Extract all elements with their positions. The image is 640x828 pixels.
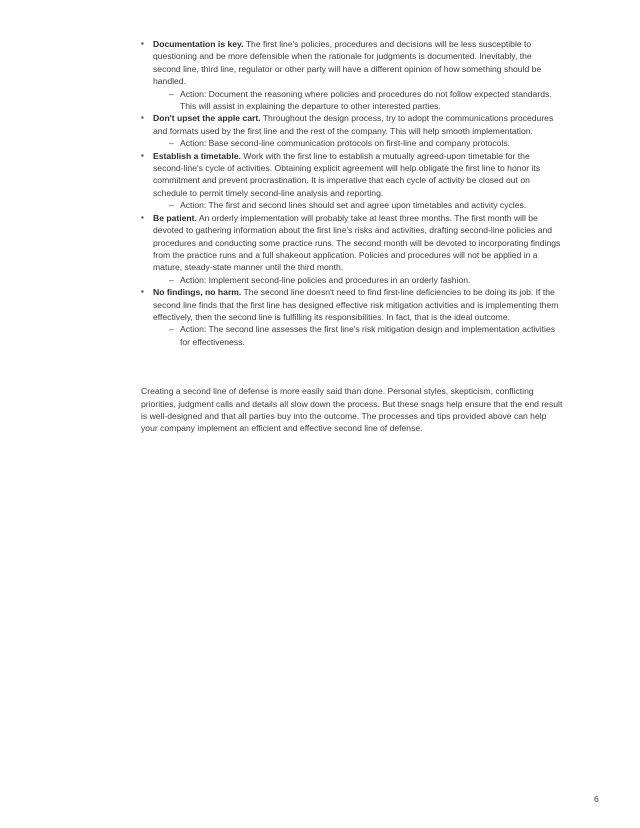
action-text: Action: The first and second lines should set and agree upon timetables and activity cycles. xyxy=(180,200,527,211)
list-item xyxy=(141,150,561,212)
bullet-text: The second line doesn't need to find first-line deficiencies to be doing its job. If the second line finds that the first line has designed effective risk mitigation activities and is implementing them effectively, then the second line is fulfilling its responsibilities. In fact, that is the ideal outcome. xyxy=(153,287,559,322)
list-item xyxy=(141,38,561,112)
bullet-list xyxy=(141,38,561,348)
action-text: Action: Document the reasoning where policies and procedures do not follow expected standards. This will assist in explaining the departure to other interested parties. xyxy=(180,88,552,112)
action-item: – Action: Base second-line communication protocols on first-line and company protocols. xyxy=(169,138,511,149)
action-text: Action: Base second-line communication protocols on first-line and company protocols. xyxy=(180,138,511,149)
bullet-title: Documentation is key. xyxy=(153,39,244,49)
bullet-title: Be patient. xyxy=(153,212,197,223)
bullet-title: No findings, no harm. xyxy=(153,287,242,298)
document-body xyxy=(141,38,561,443)
closing-paragraph: Creating a second line of defense is more easily said than done. Personal styles, skepticism, conflicting priorities, judgment calls and details all slow down the process. But these snags help ensure that the end result is well-designed and that all parties buy into the outcome. The processes and tips provided above can help your company implement an efficient and effective second line of defense. xyxy=(141,386,563,434)
list-item xyxy=(141,112,561,149)
bullet-text: An orderly implementation will probably take at least three months. The first month will be devoted to gathering information about the first line's risks and activities, drafting second-line policies and procedures and conducting some practice runs. The second month will be devoted to incorporating findings from the practice runs and a full shakeout application. Policies and procedures will not be applied in a mature, steady-state manner until the third month. xyxy=(153,212,561,273)
action-item: – Action: Document the reasoning where policies and procedures do not follow expected standards. This will assist in explaining the departure to other interested parties. xyxy=(169,88,552,112)
bullet-text: Throughout the design process, try to adopt the communications procedures and formats used by the first line and the rest of the company. This will help smooth implementation. xyxy=(153,113,554,136)
bullet-title: Establish a timetable. xyxy=(153,150,241,161)
list-item xyxy=(141,286,561,348)
bullet-text: The first line's policies, procedures and decisions will be less susceptible to questioning and be more defensible when the rationale for judgments is documented. Inevitably, the second line, third line, regulator or other party will have a different opinion of how something should be handled. xyxy=(153,39,542,87)
bullet-text: Work with the first line to establish a mutually agreed-upon timetable for the second-line's cycle of activities. Obtaining explicit agreement will help obligate the first line to honor its commitment and prevent procrastination. It is imperative that each cycle of activity be closed out on schedule to permit timely second-line analysis and reporting. xyxy=(153,150,541,198)
bullet-title: Don't upset the apple cart. xyxy=(153,113,261,124)
action-item: – Action: Implement second-line policies and procedures in an orderly fashion. xyxy=(169,274,471,285)
action-item: – Action: The second line assesses the first line's risk mitigation design and implementation activities for effectiveness. xyxy=(169,324,556,347)
action-item: – Action: The first and second lines should set and agree upon timetables and activity cycles. xyxy=(169,200,527,211)
action-text: Action: The second line assesses the first line's risk mitigation design and implementation activities for effectiveness. xyxy=(180,324,556,347)
action-text: Action: Implement second-line policies and procedures in an orderly fashion. xyxy=(180,274,471,285)
page-number: 6 xyxy=(594,794,599,804)
list-item xyxy=(141,212,561,286)
